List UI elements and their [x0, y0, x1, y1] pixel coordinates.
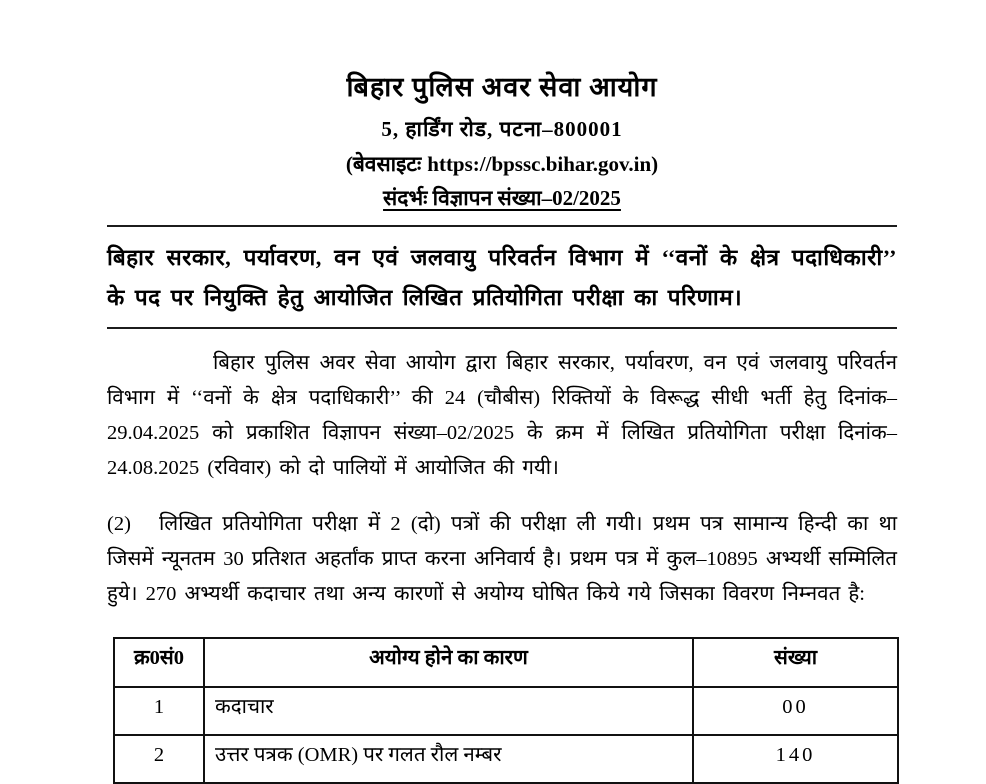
paragraph-disqualification-text: लिखित प्रतियोगिता परीक्षा में 2 (दो) पत्रों की परीक्षा ली गयी। प्रथम पत्र सामान्य हिन्दी का था जिसमें न्यूनतम 30 प्रतिशत अहर्तांक प्राप्त करना अनिवार्य है। प्रथम पत्र में कुल–10895 अभ्यर्थी सम्मिलित हुये। 270 अभ्यर्थी कदाचार तथा अन्य कारणों से अयोग्य घोषित किये गये जिसका विवरण निम्नवत है: [107, 512, 897, 605]
table-header-row [114, 638, 898, 687]
paragraph-exam-details: बिहार पुलिस अवर सेवा आयोग द्वारा बिहार सरकार, पर्यावरण, वन एवं जलवायु परिवर्तन विभाग में ‘‘वनों के क्षेत्र पदाधिकारी’’ की 24 (चौबीस) रिक्तियों के विरूद्ध सीधी भर्ती हेतु दिनांक–29.04.2025 को प्रकाशित विज्ञापन संख्या–02/2025 के क्रम में लिखित प्रतियोगिता परीक्षा दिनांक–24.08.2025 (रविवार) को दो पालियों में आयोजित की गयी। [107, 352, 897, 479]
count-cell: 00 [693, 687, 898, 735]
divider-bottom [107, 327, 897, 329]
reason-cell: उत्तर पत्रक (OMR) पर गलत रौल नम्बर [204, 735, 693, 783]
count-cell: 140 [693, 735, 898, 783]
serial-cell: 2 [114, 735, 204, 783]
paragraph-disqualification [107, 507, 897, 612]
organization-address: 5, हार्डिंग रोड, पटना–800001 [381, 117, 623, 141]
divider-top [107, 225, 897, 227]
reference-number: संदर्भः विज्ञापन संख्या–02/2025 [383, 186, 621, 210]
table-row [114, 735, 898, 783]
serial-cell: 1 [114, 687, 204, 735]
website-label: (बेवसाइटः [345, 152, 422, 176]
column-header-reason: अयोग्य होने का कारण [204, 638, 693, 687]
paragraph-number: (2) [107, 512, 131, 535]
disqualification-table [113, 637, 899, 784]
column-header-serial: क्र0सं0 [114, 638, 204, 687]
reference-wrap [107, 177, 897, 211]
website-line [107, 151, 897, 177]
website-url: https://bpssc.bihar.gov.in) [427, 152, 659, 176]
letterhead [107, 0, 897, 211]
organization-name: बिहार पुलिस अवर सेवा आयोग [346, 72, 658, 102]
table-row [114, 687, 898, 735]
document-page [107, 0, 897, 784]
result-heading: बिहार सरकार, पर्यावरण, वन एवं जलवायु परिवर्तन विभाग में ‘‘वनों के क्षेत्र पदाधिकारी’’ के पद पर नियुक्ति हेतु आयोजित लिखित प्रतियोगिता परीक्षा का परिणाम। [107, 245, 897, 310]
reason-cell: कदाचार [204, 687, 693, 735]
column-header-count: संख्या [693, 638, 898, 687]
